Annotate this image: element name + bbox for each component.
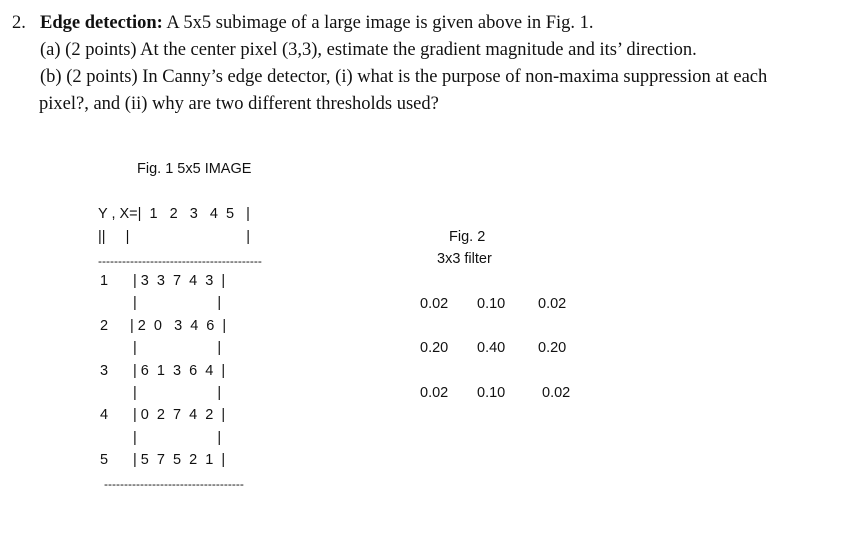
question-line-1 (40, 10, 767, 37)
fig2-caption: Fig. 2 (449, 229, 486, 245)
question-number: 2. (12, 13, 26, 33)
fig1-spacer: | | (133, 385, 222, 401)
fig1-row-label: 4 (100, 407, 109, 423)
fig1-caption: Fig. 1 5x5 IMAGE (137, 161, 252, 177)
fig2-cell: 0.02 (542, 385, 571, 401)
fig2-cell: 0.10 (477, 385, 506, 401)
part-b-text-line1: (b) (2 points) In Canny’s edge detector, (i) what is the purpose of non-maxima suppression at each (40, 67, 768, 87)
fig1-row: | 2 0 3 4 6 | (130, 318, 227, 334)
fig1-row-label: 5 (100, 452, 109, 468)
question-title: Edge detection: (40, 13, 163, 33)
fig1-spacer: | | (133, 295, 222, 311)
fig2-cell: 0.40 (477, 340, 506, 356)
fig1-rule-bottom: ----------------------------------- (104, 477, 244, 491)
fig2-cell: 0.02 (538, 296, 567, 312)
part-b-text-line2: pixel?, and (ii) why are two different thresholds used? (39, 94, 439, 114)
fig1-rule-top: ----------------------------------------- (98, 254, 262, 268)
fig1-header: Y , X=| 1 2 3 4 5 | (98, 206, 250, 222)
fig1-row: | 0 2 7 4 2 | (133, 407, 226, 423)
fig2-cell: 0.10 (477, 296, 506, 312)
fig1-row-label: 2 (100, 318, 109, 334)
fig2-cell: 0.02 (420, 296, 449, 312)
fig1-row-label: 3 (100, 363, 109, 379)
fig1-header-sub: || | | (98, 229, 251, 245)
question-intro: A 5x5 subimage of a large image is given above in Fig. 1. (162, 13, 594, 33)
part-a-text: (a) (2 points) At the center pixel (3,3), estimate the gradient magnitude and its’ direction. (40, 40, 697, 60)
fig2-cell: 0.20 (420, 340, 449, 356)
fig1-row-label: 1 (100, 273, 109, 289)
fig1-spacer: | | (133, 340, 222, 356)
fig1-row: | 3 3 7 4 3 | (133, 273, 226, 289)
fig1-row: | 5 7 5 2 1 | (133, 452, 226, 468)
fig2-cell: 0.02 (420, 385, 449, 401)
fig2-subcaption: 3x3 filter (437, 251, 492, 267)
fig2-cell: 0.20 (538, 340, 567, 356)
fig1-spacer: | | (133, 430, 222, 446)
fig1-row: | 6 1 3 6 4 | (133, 363, 226, 379)
